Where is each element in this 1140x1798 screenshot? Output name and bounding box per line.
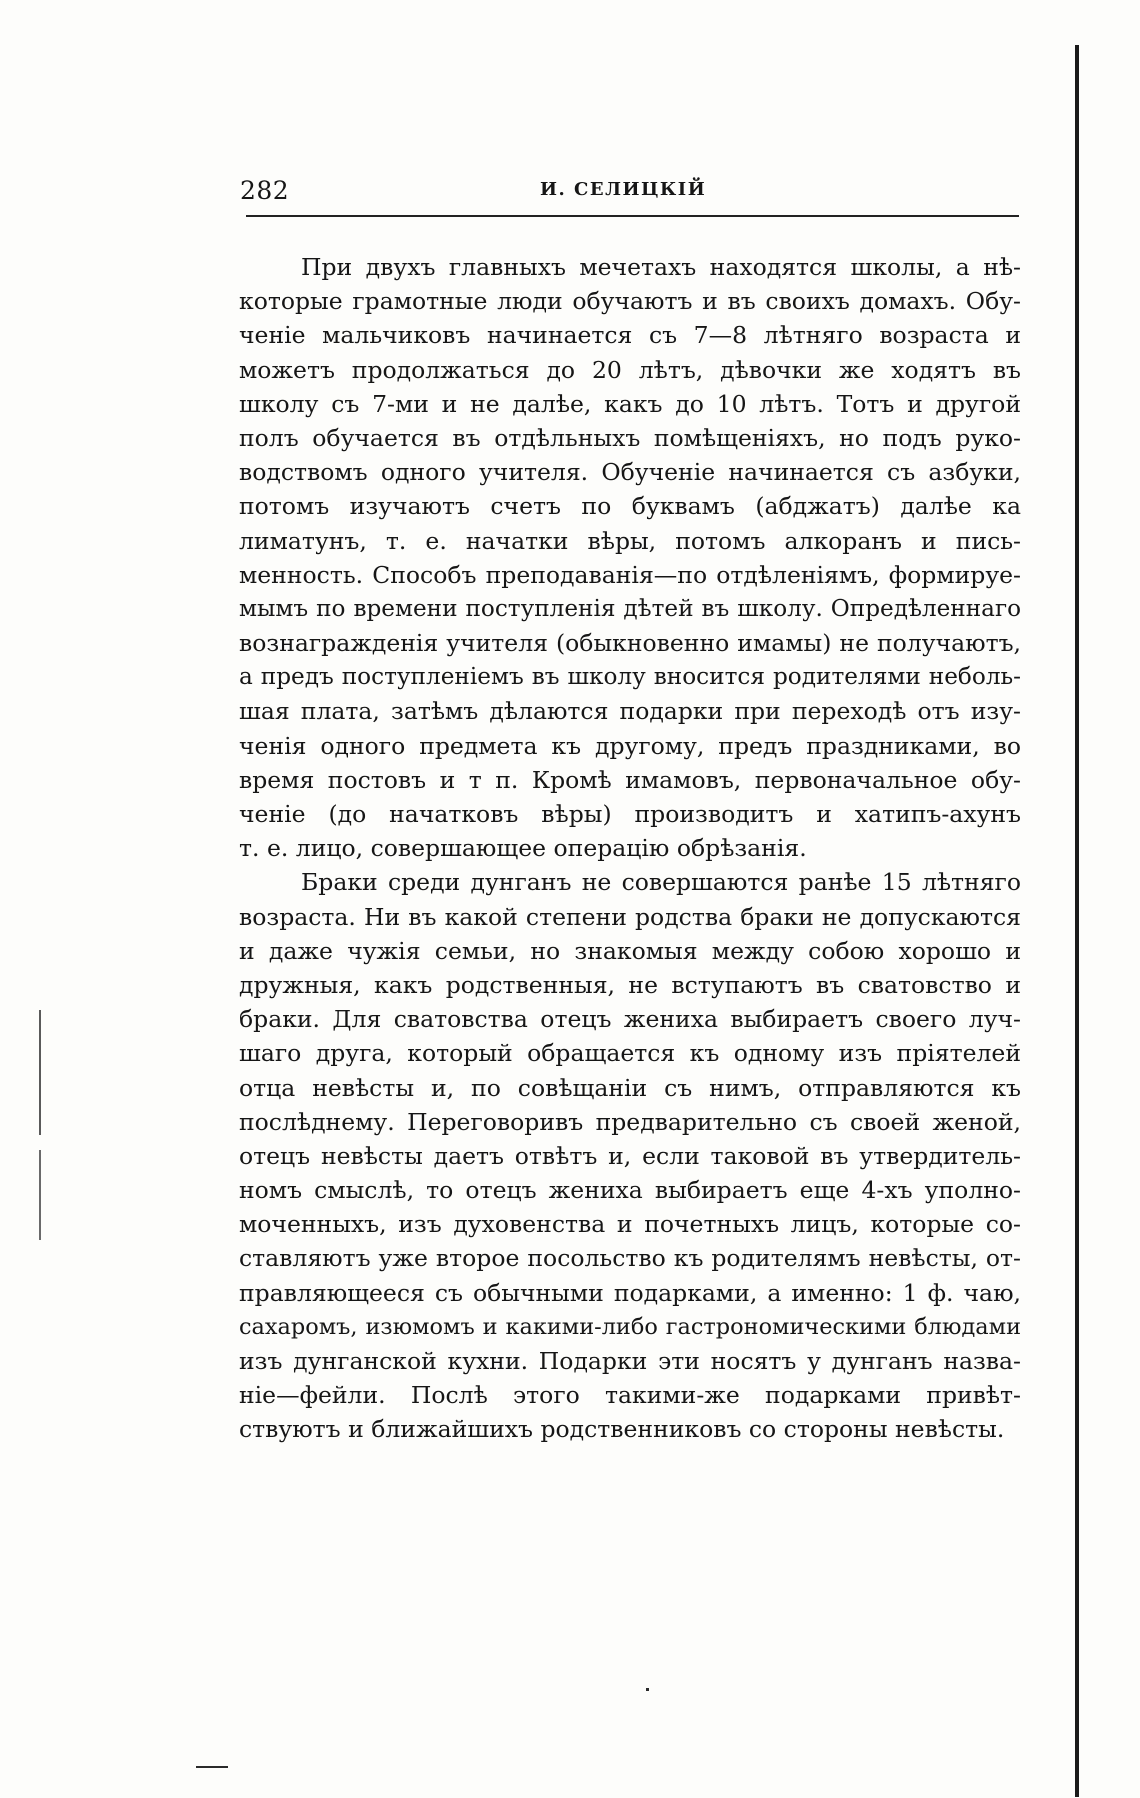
- text-line: шая плата, затѣмъ дѣлаются подарки при переходѣ отъ изу-: [239, 697, 1021, 726]
- text-line: ніе—фейли. Послѣ этого такими-же подарками привѣт-: [239, 1381, 1021, 1410]
- text-line: менность. Способъ преподаванія—по отдѣленіямъ, формируе-: [239, 560, 1021, 589]
- text-line: шаго друга, который обращается къ одному изъ пріятелей: [239, 1039, 1021, 1068]
- text-line: потомъ изучаютъ счетъ по буквамъ (абджатъ) далѣе ка: [239, 492, 1021, 521]
- scan-speck: [196, 1766, 228, 1768]
- paragraph: [239, 250, 1021, 865]
- text-line: ченіе (до начатковъ вѣры) производитъ и хатипъ-ахунъ: [239, 800, 1021, 828]
- text-line: ставляютъ уже второе посольство къ родителямъ невѣсты, от-: [239, 1244, 1021, 1273]
- text-line: которые грамотные люди обучаютъ и въ своихъ домахъ. Обу-: [239, 287, 1021, 316]
- text-line: можетъ продолжаться до 20 лѣтъ, дѣвочки же ходятъ въ: [239, 355, 1021, 384]
- text-line: школу съ 7-ми и не далѣе, какъ до 10 лѣтъ. Тотъ и другой: [239, 389, 1021, 418]
- page-header: [240, 176, 1020, 214]
- running-head: И. СЕЛИЦКІЙ: [540, 179, 707, 200]
- text-line: моченныхъ, изъ духовенства и почетныхъ лицъ, которые со-: [239, 1210, 1021, 1239]
- text-line: полъ обучается въ отдѣльныхъ помѣщеніяхъ, но подъ руко-: [239, 423, 1021, 452]
- text-line: отца невѣсты и, по совѣщаніи съ нимъ, отправляются къ: [239, 1073, 1021, 1102]
- text-line: изъ дунганской кухни. Подарки эти носятъ у дунганъ назва-: [239, 1347, 1021, 1375]
- text-line: правляющееся съ обычными подарками, а именно: 1 ф. чаю,: [239, 1278, 1021, 1307]
- text-line: а предъ поступленіемъ въ школу вносится родителями неболь-: [239, 663, 1021, 691]
- text-line: При двухъ главныхъ мечетахъ находятся школы, а нѣ-: [301, 253, 1021, 281]
- text-line: номъ смыслѣ, то отецъ жениха выбираетъ еще 4-хъ уполно-: [239, 1176, 1021, 1205]
- scan-speck: [646, 1688, 649, 1691]
- text-line: вознагражденія учителя (обыкновенно имамы) не получаютъ,: [239, 629, 1021, 658]
- text-line: ствуютъ и ближайшихъ родственниковъ со стороны невѣсты.: [239, 1415, 1005, 1444]
- text-line: браки. Для сватовства отецъ жениха выбираетъ своего луч-: [239, 1005, 1021, 1034]
- header-rule: [246, 215, 1019, 217]
- margin-mark: [39, 1010, 41, 1135]
- text-line: т. е. лицо, совершающее операцію обрѣзанія.: [239, 834, 807, 863]
- text-line: ченія одного предмета къ другому, предъ праздниками, во: [239, 731, 1021, 760]
- text-line: Браки среди дунганъ не совершаются ранѣе 15 лѣтняго: [301, 868, 1021, 897]
- text-line: ченіе мальчиковъ начинается съ 7—8 лѣтняго возраста и: [239, 321, 1021, 350]
- text-line: отецъ невѣсты даетъ отвѣтъ и, если таковой въ утвердитель-: [239, 1141, 1021, 1170]
- text-line: лиматунъ, т. е. начатки вѣры, потомъ алкоранъ и пись-: [239, 526, 1021, 555]
- text-line: мымъ по времени поступленія дѣтей въ школу. Опредѣленнаго: [239, 595, 1021, 622]
- paragraph: [239, 865, 1021, 1446]
- text-line: послѣднему. Переговоривъ предварительно съ своей женой,: [239, 1107, 1021, 1136]
- binding-edge: [1075, 45, 1079, 1797]
- page-number: 282: [240, 176, 290, 205]
- text-line: возраста. Ни въ какой степени родства браки не допускаются: [239, 902, 1021, 931]
- text-line: время постовъ и т п. Кромѣ имамовъ, первоначальное обу-: [239, 765, 1021, 794]
- margin-mark: [39, 1150, 41, 1240]
- text-line: и даже чужія семьи, но знакомыя между собою хорошо и: [239, 936, 1021, 965]
- text-line: сахаромъ, изюмомъ и какими-либо гастрономическими блюдами: [239, 1313, 1021, 1340]
- text-line: водствомъ одного учителя. Обученіе начинается съ азбуки,: [239, 458, 1021, 487]
- text-line: дружныя, какъ родственныя, не вступаютъ въ сватовство и: [239, 970, 1021, 999]
- body-text: [239, 250, 1021, 1447]
